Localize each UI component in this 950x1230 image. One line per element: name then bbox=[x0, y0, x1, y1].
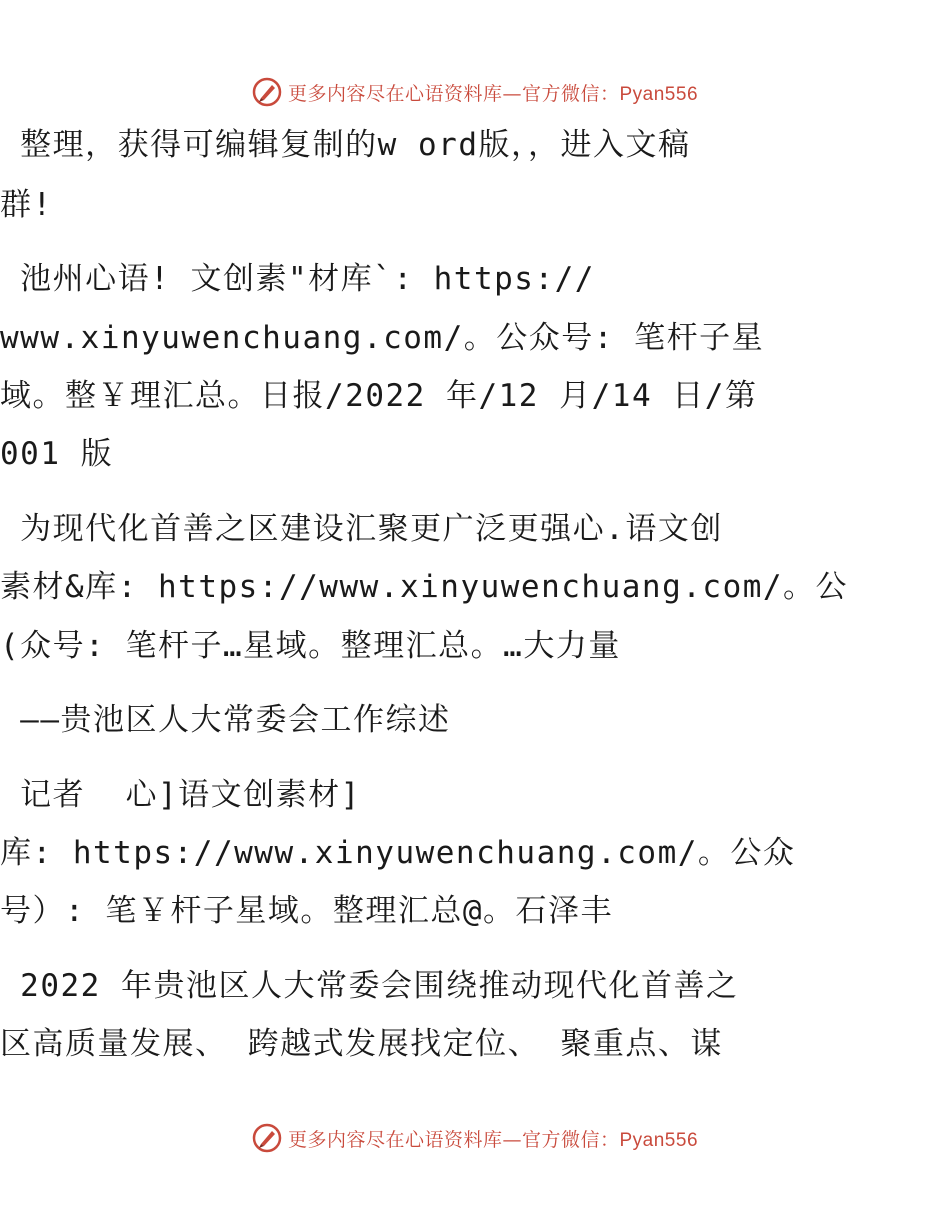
banner-label: 更多内容尽在心语资料库—官方微信： bbox=[287, 82, 620, 105]
body-line: ——贵池区人大常委会工作综述 bbox=[0, 702, 451, 738]
banner-wechat-id: Pyan556 bbox=[619, 1129, 699, 1151]
banner-text bbox=[288, 1125, 698, 1152]
body-line: (众号: 笔杆子…星域。整理汇总。…大力量 bbox=[0, 628, 621, 664]
body-line: 素材&库: https://www.xinyuwenchuang.com/。公 bbox=[0, 569, 849, 605]
banner-text bbox=[288, 79, 698, 106]
body-line: 号）: 笔￥杆子星域。整理汇总@。石泽丰 bbox=[0, 893, 613, 929]
body-line: 库: https://www.xinyuwenchuang.com/。公众 bbox=[0, 835, 796, 871]
body-line: 2022 年贵池区人大常委会围绕推动现代化首善之 bbox=[0, 968, 739, 1004]
banner-wechat-id: Pyan556 bbox=[619, 83, 699, 105]
banner-label: 更多内容尽在心语资料库—官方微信： bbox=[287, 1128, 620, 1151]
body-line: www.xinyuwenchuang.com/。公众号: 笔杆子星 bbox=[0, 320, 765, 356]
body-line: 为现代化首善之区建设汇聚更广泛更强心.语文创 bbox=[0, 511, 723, 547]
body-line: 整理，获得可编辑复制的w ord版，，进入文稿 bbox=[0, 127, 691, 163]
body-line: 区高质量发展、 跨越式发展找定位、 聚重点、谋 bbox=[0, 1026, 723, 1062]
body-line: 域。整￥理汇总。日报/2022 年/12 月/14 日/第 bbox=[0, 378, 758, 414]
body-line: 池州心语! 文创素"材库`: https:// bbox=[0, 261, 595, 297]
body-line: 群! bbox=[0, 187, 53, 223]
header-banner bbox=[0, 72, 950, 112]
pen-logo-icon bbox=[252, 1123, 282, 1153]
footer-banner bbox=[0, 1118, 950, 1158]
pen-logo-icon bbox=[252, 77, 282, 107]
body-line: 记者 心]语文创素材] bbox=[0, 777, 361, 813]
body-line: 001 版 bbox=[0, 436, 114, 472]
